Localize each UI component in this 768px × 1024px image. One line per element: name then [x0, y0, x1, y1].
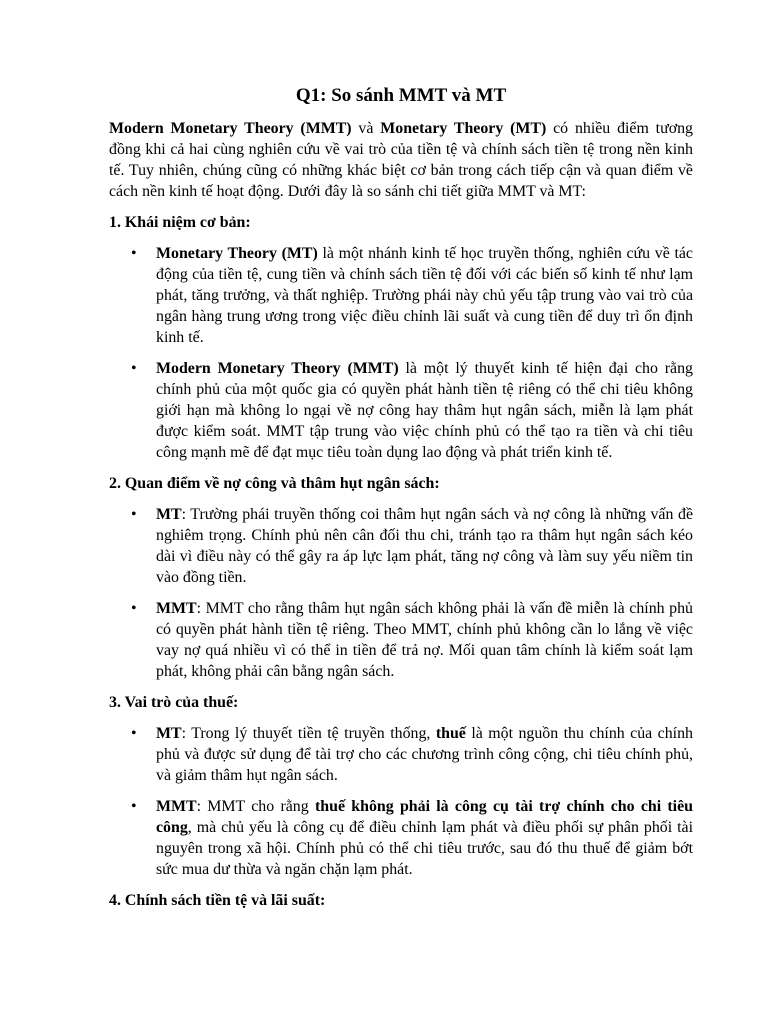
term-mmt: Modern Monetary Theory (MMT)	[109, 120, 352, 137]
item-text: : Trong lý thuyết tiền tệ truyền thống,	[181, 725, 436, 742]
section-heading: 2. Quan điểm về nợ công và thâm hụt ngân sách:	[109, 475, 440, 492]
item-text: , mà chủ yếu là công cụ để điều chỉnh lạm phát và điều phối sự phân phối tài nguyên trong xã hội. Chính phủ có thể chi tiêu trước, sau đó thu thuế để giảm bớt sức mua dư thừa và ngăn chặn lạm phát.	[156, 819, 693, 878]
item-text: là một nhánh kinh tế học truyền thống, nghiên cứu về tác động của tiền tệ, cung tiền và chính sách tiền tệ đối với các biến số kinh tế như lạm phát, tăng trưởng, và thất nghiệp. Trường phái này chủ yếu tập trung vào vai trò của ngân hàng trung ương trong việc điều chỉnh lãi suất và cung tiền để duy trì ổn định kinh tế.	[156, 245, 693, 346]
list-item	[109, 723, 693, 786]
item-term: MT	[156, 725, 182, 742]
term-mt: Monetary Theory (MT)	[380, 120, 547, 137]
item-term: Modern Monetary Theory (MMT)	[156, 360, 399, 377]
bullet-list	[109, 243, 693, 463]
bullet-icon: •	[131, 725, 137, 742]
intro-text: có nhiều điểm tương đồng khi cả hai cùng nghiên cứu về vai trò của tiền tệ và chính sách tiền tệ trong nền kinh tế. Tuy nhiên, chúng cũng có những khác biệt cơ bản trong cách tiếp cận và quan điểm về cách nền kinh tế hoạt động. Dưới đây là so sánh chi tiết giữa MMT và MT:	[109, 120, 693, 200]
item-term: MMT	[156, 798, 197, 815]
page-title: Q1: So sánh MMT và MT	[295, 85, 507, 106]
item-text: là một nguồn thu chính của chính phủ và được sử dụng để tài trợ cho các chương trình công cộng, chi tiêu chính phủ, và giảm thâm hụt ngân sách.	[156, 725, 693, 784]
bullet-list	[109, 723, 693, 880]
list-item	[109, 598, 693, 682]
item-term: MMT	[156, 600, 197, 617]
item-term: MT	[156, 506, 182, 523]
bullet-icon: •	[131, 798, 137, 815]
section-heading: 4. Chính sách tiền tệ và lãi suất:	[109, 892, 326, 909]
bullet-icon: •	[131, 600, 137, 617]
list-item	[109, 796, 693, 880]
item-text: là một lý thuyết kinh tế hiện đại cho rằng chính phủ của một quốc gia có quyền phát hành tiền tệ riêng có thể chi tiêu không giới hạn mà không lo ngại về nợ công hay thâm hụt ngân sách, miễn là lạm phát được kiểm soát. MMT tập trung vào việc chính phủ có thể tạo ra tiền và chi tiêu công mạnh mẽ để đạt mục tiêu toàn dụng lao động và phát triển kinh tế.	[156, 360, 693, 461]
item-text: : MMT cho rằng thâm hụt ngân sách không phải là vấn đề miễn là chính phủ có quyền phát hành tiền tệ riêng. Theo MMT, chính phủ không cần lo lắng về việc vay nợ quá nhiều vì có thể in tiền để trả nợ. Mối quan tâm chính là kiểm soát lạm phát, không phải cân bằng ngân sách.	[156, 600, 693, 680]
bullet-icon: •	[131, 360, 137, 377]
bullet-list	[109, 504, 693, 682]
item-text: : Trường phái truyền thống coi thâm hụt ngân sách và nợ công là những vấn đề nghiêm trọng. Chính phủ nên cân đối thu chi, tránh tạo ra thâm hụt ngân sách kéo dài vì điều này có thể gây ra áp lực lạm phát, tăng nợ công và làm suy yếu niềm tin vào đồng tiền.	[156, 506, 693, 586]
section-heading: 1. Khái niệm cơ bản:	[109, 214, 251, 231]
item-emphasis: thuế	[435, 725, 466, 742]
list-item	[109, 504, 693, 588]
intro-paragraph	[109, 118, 693, 202]
section-heading: 3. Vai trò của thuế:	[109, 694, 239, 711]
list-item	[109, 358, 693, 463]
bullet-icon: •	[131, 245, 137, 262]
list-item	[109, 243, 693, 348]
bullet-icon: •	[131, 506, 137, 523]
intro-text: và	[351, 120, 381, 137]
item-term: Monetary Theory (MT)	[156, 245, 318, 262]
item-emphasis: thuế không phải là công cụ tài trợ chính cho chi tiêu công	[156, 798, 693, 836]
item-text: : MMT cho rằng	[196, 798, 315, 815]
